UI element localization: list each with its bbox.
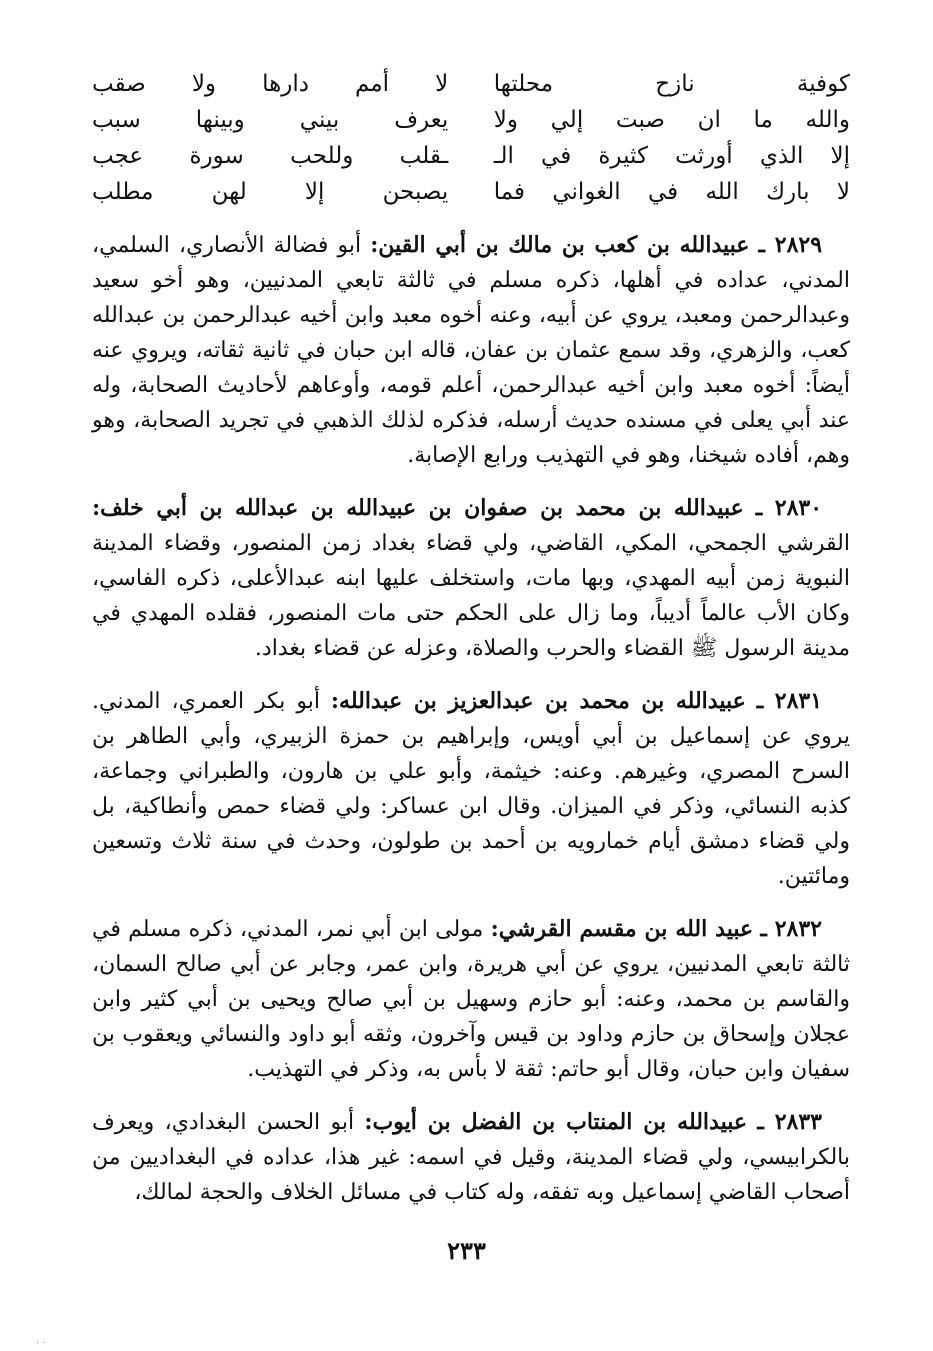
entry-2830 bbox=[92, 491, 850, 666]
verse-second-half: يعرف بيني وبينها سبب bbox=[92, 107, 449, 133]
entry-body: مولى ابن أبي نمر، المدني، ذكره مسلم في ثالثة تابعي المدنيين، يروي عن أبي هريرة، وابن عمر، وجابر عن أبي صالح السمان، والقاسم بن محمد، وعنه: أبو حازم وسهيل بن أبي صالح ويحيى بن أبي كثير وابن عجلان وإسحاق بن حازم وداود بن قيس وآخرون، وثقه أبو داود والنسائي ويعقوب بن سفيان وابن حبان، وقال أبو حاتم: ثقة لا بأس به، وذكر في التهذيب. bbox=[92, 917, 850, 1082]
verse-second-half: ـقلب وللحب سورة عجب bbox=[92, 143, 449, 169]
verse-1 bbox=[92, 66, 850, 102]
verse-first-half: لا بارك الله في الغواني فما bbox=[493, 179, 850, 205]
verse-second-half: لا أمم دارها ولا صقب bbox=[92, 71, 449, 97]
verse-first-half: إلا الذي أورثت كثيرة في الـ bbox=[493, 143, 850, 169]
verse-2 bbox=[92, 102, 850, 138]
entry-heading: عبيدالله بن المنتاب بن الفضل بن أيوب: bbox=[364, 1109, 747, 1135]
entry-heading: عبيدالله بن محمد بن صفوان بن عبيدالله بن عبدالله بن أبي خلف: bbox=[92, 495, 744, 521]
verse-first-half: والله ما ان صبت إلي ولا bbox=[493, 107, 850, 133]
entry-body: أبو الحسن البغدادي، ويعرف بالكرابيسي، ولي قضاء المدينة، وقيل في اسمه: غير هذا، عداده في البغداديين من أصحاب القاضي إسماعيل وبه تفقه، وله كتاب في مسائل الخلاف والحجة لمالك، bbox=[92, 1110, 850, 1205]
entry-number: ٢٨٣٣ ـ bbox=[757, 1109, 822, 1135]
entry-heading: عبيدالله بن محمد بن عبدالعزيز بن عبدالله: bbox=[330, 688, 746, 714]
document-page bbox=[92, 66, 850, 1210]
entry-paragraph bbox=[92, 684, 850, 894]
entry-body: أبو فضالة الأنصاري، السلمي، المدني، عداده في أهلها، ذكره مسلم في ثالثة تابعي المدنيين، وهو أخو سعيد وعبدالرحمن ومعبد، يروي عن أبيه، وعنه أخوه معبد وابن أخيه عبدالرحمن بن عبدالله كعب، والزهري، وقد سمع عثمان بن عفان، قاله ابن حبان في ثانية ثقاته، ويروي عنه أيضاً: أخوه معبد وابن أخيه عبدالرحمن، أعلم قومه، وأوعاهم لأحاديث الصحابة، وله عند أبي يعلى في مسنده حديث أرسله، فذكره لذلك الذهبي في تجريد الصحابة، وهو وهم، أفاده شيخنا، وهو في التهذيب ورابع الإصابة. bbox=[92, 233, 850, 468]
entry-paragraph bbox=[92, 228, 850, 473]
scan-artifact: · · bbox=[36, 1338, 46, 1349]
entry-2831 bbox=[92, 684, 850, 894]
verse-second-half: يصبحن إلا لهن مطلب bbox=[92, 179, 449, 205]
entry-body: أبو بكر العمري، المدني. يروي عن إسماعيل بن أبي أويس، وإبراهيم بن حمزة الزبيري، وأبي الطاهر بن السرح المصري، وغيرهم. وعنه: خيثمة، وأبو علي بن هارون، والطبراني وجماعة، كذبه النسائي، وذكر في الميزان. وقال ابن عساكر: ولي قضاء حمص وأنطاكية، بل ولي قضاء دمشق أيام خمارويه بن أحمد بن طولون، وحدث في سنة ثلاث وتسعين ومائتين. bbox=[92, 689, 850, 889]
entry-paragraph bbox=[92, 1105, 850, 1210]
poem bbox=[92, 66, 850, 210]
entry-2829 bbox=[92, 228, 850, 473]
verse-3 bbox=[92, 138, 850, 174]
entry-body: القرشي الجمحي، المكي، القاضي، ولي قضاء بغداد زمن المنصور، وقضاء المدينة النبوية زمن أبيه المهدي، وبها مات، واستخلف عليها ابنه عبدالأعلى، ذكره الفاسي، وكان الأب عالماً أديباً، وما زال على الحكم حتى مات المنصور، فقلده المهدي في مدينة الرسول ﷺ القضاء والحرب والصلاة، وعزله عن قضاء بغداد. bbox=[92, 531, 850, 661]
verse-first-half: كوفية نازح محلتها bbox=[493, 71, 850, 97]
verse-4 bbox=[92, 174, 850, 210]
entry-number: ٢٨٢٩ ـ bbox=[758, 232, 823, 258]
entry-number: ٢٨٣٢ ـ bbox=[760, 916, 822, 942]
entry-number: ٢٨٣٠ ـ bbox=[755, 495, 823, 521]
entry-heading: عبيدالله بن كعب بن مالك بن أبي القين: bbox=[370, 232, 750, 258]
page-number: ٢٣٣ bbox=[447, 1236, 486, 1265]
entry-paragraph bbox=[92, 912, 850, 1087]
entry-2832 bbox=[92, 912, 850, 1087]
entry-heading: عبيد الله بن مقسم القرشي: bbox=[490, 916, 754, 942]
entry-2833 bbox=[92, 1105, 850, 1210]
entry-paragraph bbox=[92, 491, 850, 666]
entry-number: ٢٨٣١ ـ bbox=[756, 688, 823, 714]
